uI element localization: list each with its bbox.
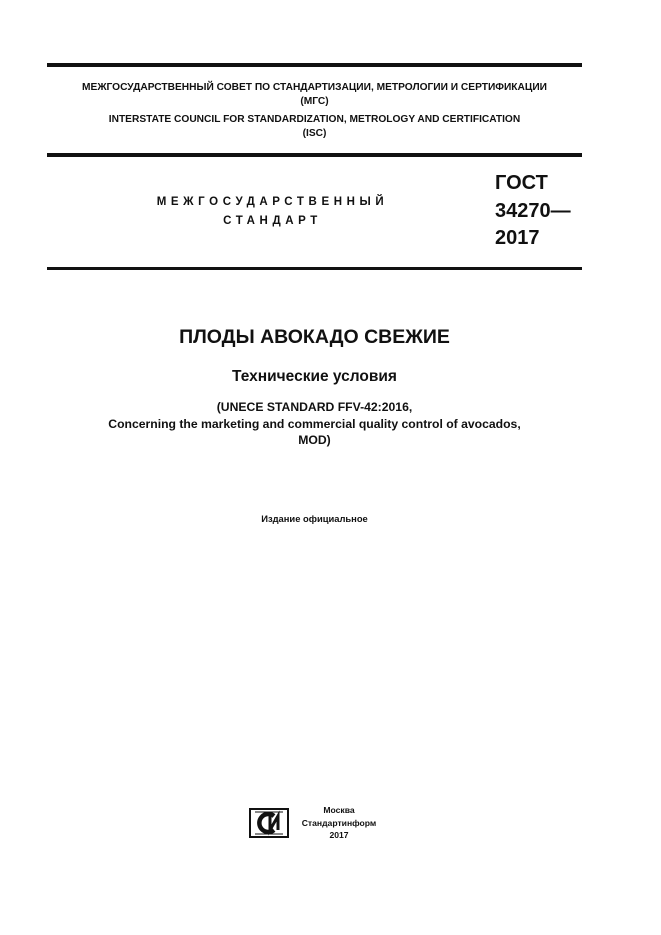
publisher-info bbox=[296, 804, 382, 842]
reference-line-1: (UNECE STANDARD FFV-42:2016, bbox=[216, 400, 413, 414]
publisher-city: Москва bbox=[323, 805, 355, 815]
designation-year: 2017 bbox=[495, 227, 540, 249]
council-abbrev-ru: (МГС) bbox=[300, 96, 329, 107]
council-name-en-line: INTERSTATE COUNCIL FOR STANDARDIZATION, METROLOGY AND CERTIFICATION bbox=[108, 114, 521, 125]
standartinform-logo-icon bbox=[249, 808, 289, 838]
council-name-en bbox=[47, 113, 582, 141]
council-name-ru-line: МЕЖГОСУДАРСТВЕННЫЙ СОВЕТ ПО СТАНДАРТИЗАЦИИ, МЕТРОЛОГИИ И СЕРТИФИКАЦИИ bbox=[82, 82, 547, 93]
designation-prefix: ГОСТ bbox=[495, 172, 548, 194]
designation-number: 34270— bbox=[495, 199, 571, 222]
document-title: ПЛОДЫ АВОКАДО СВЕЖИЕ bbox=[179, 326, 450, 348]
document-subtitle: Технические условия bbox=[232, 368, 397, 385]
standard-type-line-1: МЕЖГОСУДАРСТВЕННЫЙ bbox=[156, 196, 389, 208]
reference-standard bbox=[0, 399, 629, 449]
middle-rule bbox=[47, 153, 582, 157]
standard-designation bbox=[495, 170, 571, 253]
publisher-year: 2017 bbox=[329, 830, 349, 840]
reference-line-3: MOD) bbox=[298, 433, 331, 447]
top-rule bbox=[47, 63, 582, 67]
reference-line-2: Concerning the marketing and commercial quality control of avocados, bbox=[108, 416, 521, 431]
bottom-rule bbox=[47, 267, 582, 270]
edition-note: Издание официальное bbox=[261, 513, 368, 524]
council-name-ru bbox=[47, 81, 582, 109]
standard-type-line-2: СТАНДАРТ bbox=[223, 215, 322, 227]
publisher-name: Стандартинформ bbox=[301, 817, 377, 828]
council-abbrev-en: (ISC) bbox=[302, 128, 327, 139]
